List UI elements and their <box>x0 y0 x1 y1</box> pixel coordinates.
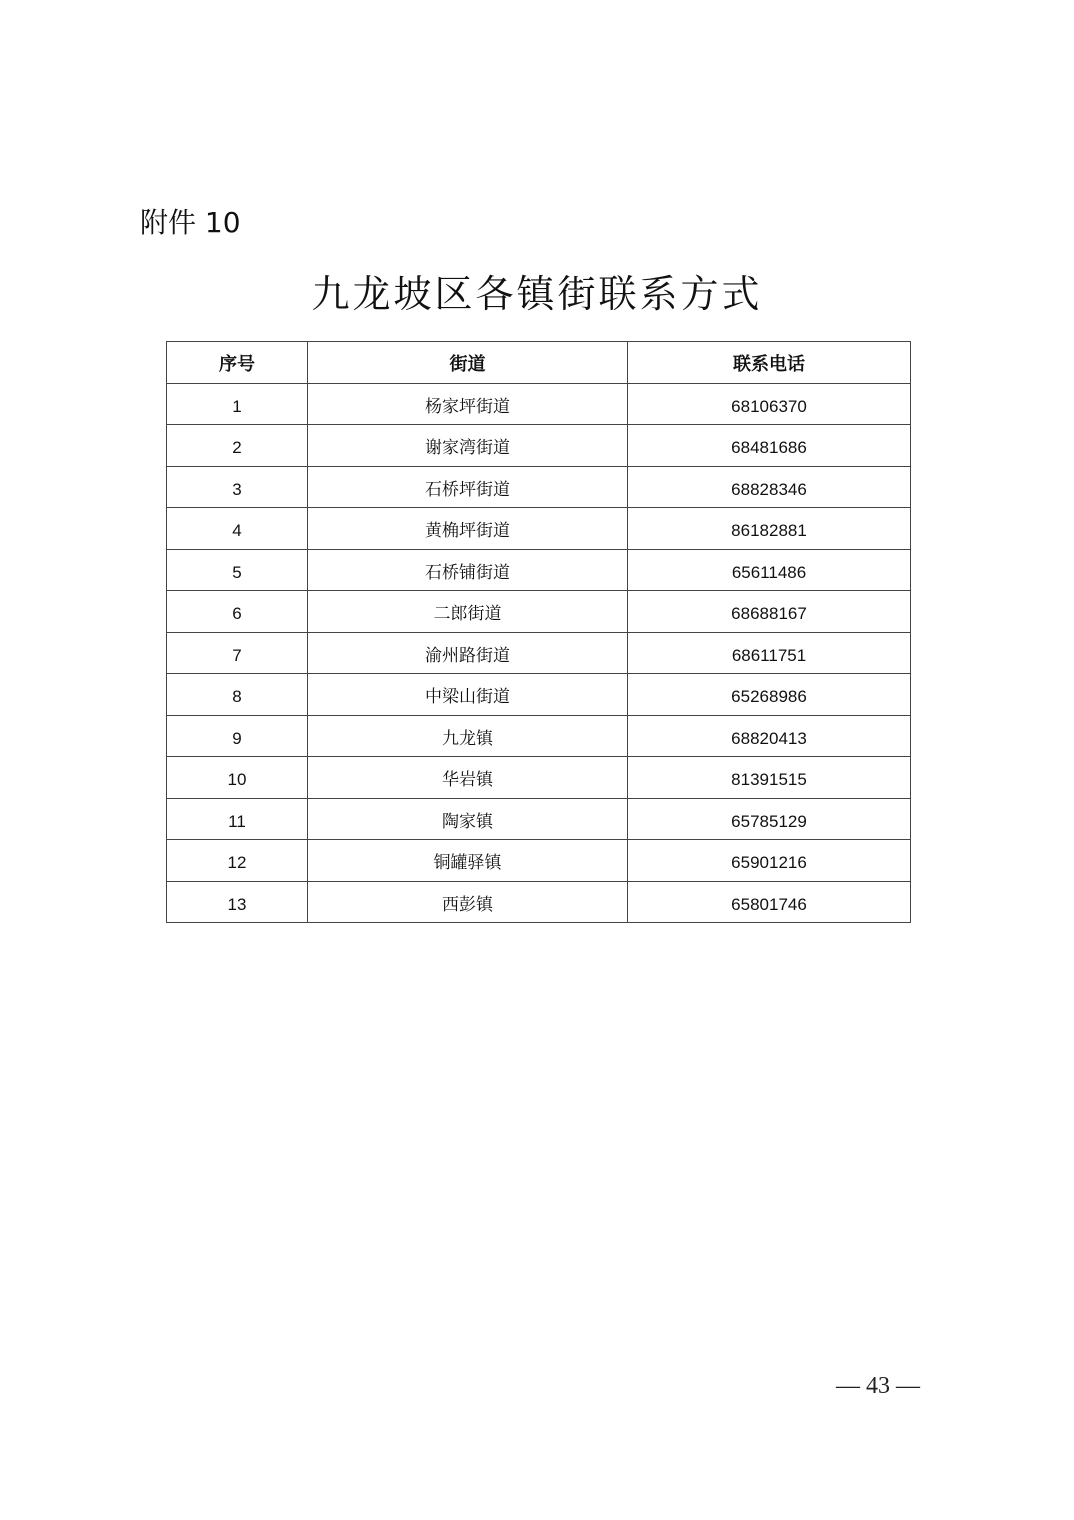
cell-subdistrict-name: 陶家镇 <box>308 798 628 840</box>
table-row <box>167 591 911 633</box>
cell-contact-phone: 68611751 <box>628 632 911 674</box>
cell-subdistrict-name: 华岩镇 <box>308 757 628 799</box>
cell-serial-number: 8 <box>167 674 308 716</box>
cell-contact-phone: 68828346 <box>628 466 911 508</box>
table-row <box>167 508 911 550</box>
cell-subdistrict-name: 渝州路街道 <box>308 632 628 674</box>
cell-serial-number: 3 <box>167 466 308 508</box>
cell-contact-phone: 68481686 <box>628 425 911 467</box>
cell-serial-number: 10 <box>167 757 308 799</box>
cell-serial-number: 6 <box>167 591 308 633</box>
cell-subdistrict-name: 中梁山街道 <box>308 674 628 716</box>
cell-serial-number: 7 <box>167 632 308 674</box>
table-row <box>167 632 911 674</box>
page-number: — 43 — <box>836 1373 920 1399</box>
contact-table <box>166 341 911 923</box>
cell-subdistrict-name: 石桥坪街道 <box>308 466 628 508</box>
column-header-subdistrict: 街道 <box>308 342 628 384</box>
table-row <box>167 466 911 508</box>
attachment-label: 附件 10 <box>140 206 241 239</box>
table-row <box>167 840 911 882</box>
column-header-contact-phone: 联系电话 <box>628 342 911 384</box>
cell-contact-phone: 68688167 <box>628 591 911 633</box>
cell-serial-number: 13 <box>167 881 308 923</box>
cell-subdistrict-name: 二郎街道 <box>308 591 628 633</box>
table-row <box>167 715 911 757</box>
cell-contact-phone: 68106370 <box>628 383 911 425</box>
column-header-serial-number: 序号 <box>167 342 308 384</box>
cell-subdistrict-name: 谢家湾街道 <box>308 425 628 467</box>
cell-contact-phone: 86182881 <box>628 508 911 550</box>
cell-serial-number: 2 <box>167 425 308 467</box>
cell-contact-phone: 65801746 <box>628 881 911 923</box>
cell-contact-phone: 68820413 <box>628 715 911 757</box>
cell-serial-number: 1 <box>167 383 308 425</box>
cell-subdistrict-name: 九龙镇 <box>308 715 628 757</box>
table-row <box>167 383 911 425</box>
cell-serial-number: 5 <box>167 549 308 591</box>
cell-serial-number: 9 <box>167 715 308 757</box>
table-header-row <box>167 342 911 384</box>
cell-subdistrict-name: 石桥铺街道 <box>308 549 628 591</box>
cell-contact-phone: 65268986 <box>628 674 911 716</box>
page-title: 九龙坡区各镇街联系方式 <box>311 272 763 316</box>
cell-contact-phone: 65901216 <box>628 840 911 882</box>
cell-subdistrict-name: 黄桷坪街道 <box>308 508 628 550</box>
cell-subdistrict-name: 西彭镇 <box>308 881 628 923</box>
cell-serial-number: 11 <box>167 798 308 840</box>
table-row <box>167 798 911 840</box>
table-row <box>167 881 911 923</box>
table-row <box>167 674 911 716</box>
cell-serial-number: 12 <box>167 840 308 882</box>
table-row <box>167 757 911 799</box>
table-row <box>167 549 911 591</box>
cell-subdistrict-name: 铜罐驿镇 <box>308 840 628 882</box>
table-body <box>167 383 911 923</box>
cell-contact-phone: 81391515 <box>628 757 911 799</box>
cell-subdistrict-name: 杨家坪街道 <box>308 383 628 425</box>
cell-contact-phone: 65611486 <box>628 549 911 591</box>
cell-serial-number: 4 <box>167 508 308 550</box>
cell-contact-phone: 65785129 <box>628 798 911 840</box>
table-row <box>167 425 911 467</box>
